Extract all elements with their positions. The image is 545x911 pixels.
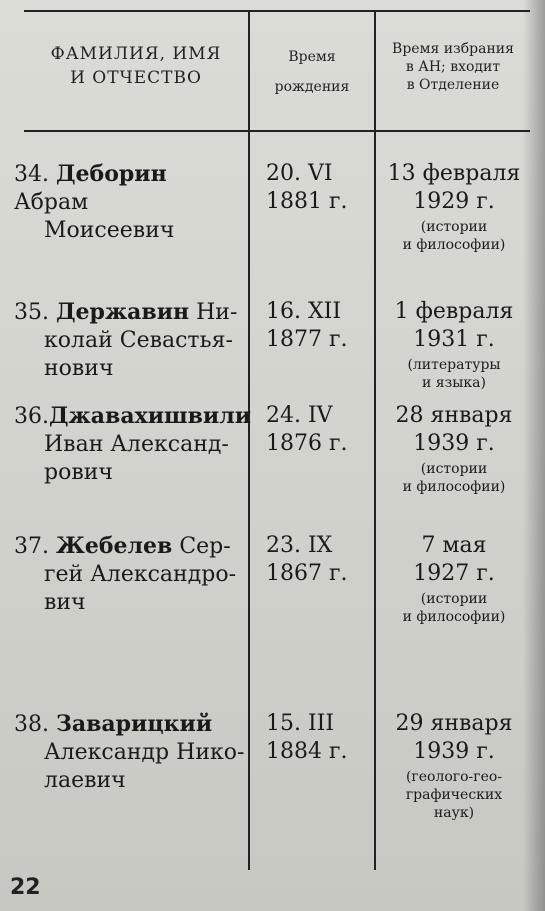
entry-election-cell [378,160,530,254]
entry-name-rest: Абрам [14,190,89,215]
entry-department-line: (истории [420,591,488,607]
entry-department-line: наук) [433,805,475,821]
entry-election-year: 1929 г. [413,189,495,214]
entry-name-line: рович [44,460,113,485]
entry-election-year: 1939 г. [413,431,495,456]
header-name-column [24,42,248,90]
entry-department-line: (истории [420,219,488,235]
entry-department-line: и философии) [402,479,506,495]
entry-surname: Жебелев [56,533,173,559]
entry-election-cell [378,532,530,626]
entry-birth-date: 20. VI [266,161,333,186]
entry-name-line: Иван Александ- [44,432,229,457]
entry-birth-cell [266,532,370,588]
entry-name-line: гей Александро- [44,562,237,587]
column-divider-2 [374,10,376,870]
entry-name-cell [14,298,246,383]
entry-department [378,460,530,496]
entry-surname: Джавахишвили [49,403,252,429]
entry-name-line: Моисеевич [44,218,175,243]
entry-name-line: нович [44,356,114,381]
header-election-line: Время избрания [392,41,514,57]
entry-number: 35. [14,300,49,325]
entry-department-line: (геолого-гео- [405,769,503,785]
entry-election-year: 1927 г. [413,561,495,586]
entry-election-date: 13 февраля [387,161,521,186]
entry-birth-date: 23. IX [266,533,333,558]
entry-election-cell [378,402,530,496]
entry-name-cell [14,402,252,487]
entry-election-year: 1939 г. [413,739,495,764]
entry-surname: Державин [56,299,190,325]
column-divider-1 [248,10,250,870]
header-election-line: в АН; входит [405,59,501,75]
entry-number: 36. [14,404,49,429]
entry-election-year: 1931 г. [413,327,495,352]
table-top-rule [24,10,530,12]
entry-birth-year: 1867 г. [266,561,348,586]
entry-department-line: и языка) [422,375,486,391]
entry-department [378,768,530,822]
entry-department-line: (литературы [407,357,501,373]
header-birth-line: Время [288,49,336,65]
entry-election-date: 29 января [395,711,513,736]
entry-birth-date: 15. III [266,711,335,736]
entry-birth-cell [266,298,370,354]
entry-birth-year: 1881 г. [266,189,348,214]
header-birth-column [250,42,374,102]
entry-department-line: и философии) [402,609,506,625]
entry-name-rest: Сер- [179,534,231,559]
entry-election-date: 1 февраля [394,299,514,324]
entry-department [378,218,530,254]
entry-name-cell [14,160,246,245]
page-number: 22 [10,875,41,900]
entry-department-line: (истории [420,461,488,477]
entry-election-cell [378,298,530,392]
entry-birth-cell [266,402,370,458]
table-header-rule [24,130,530,132]
entry-department-line: графических [405,787,503,803]
entry-department-line: и философии) [402,237,506,253]
entry-election-cell [378,710,530,822]
entry-surname: Деборин [56,161,167,187]
entry-birth-year: 1876 г. [266,431,348,456]
entry-department [378,356,530,392]
entry-surname: Заварицкий [56,711,213,737]
entry-number: 34. [14,162,49,187]
header-birth-line: рождения [274,79,350,95]
entry-birth-cell [266,710,370,766]
entry-name-cell [14,532,246,617]
entry-name-line: Александр Нико- [44,740,245,765]
entry-name-line: колай Севастья- [44,328,233,353]
entry-name-line: вич [44,590,86,615]
entry-birth-year: 1877 г. [266,327,348,352]
entry-department [378,590,530,626]
entry-election-date: 7 мая [421,533,487,558]
entry-birth-date: 24. IV [266,403,333,428]
entry-name-line: лаевич [44,768,126,793]
entry-election-date: 28 января [395,403,513,428]
header-election-line: в Отделение [406,77,500,93]
entry-birth-date: 16. XII [266,299,342,324]
entry-name-cell [14,710,246,795]
entry-number: 37. [14,534,49,559]
entry-birth-cell [266,160,370,216]
header-name-line: ФАМИЛИЯ, ИМЯ [50,44,222,64]
entry-number: 38. [14,712,49,737]
entry-name-rest: Ни- [196,300,238,325]
header-name-line: И ОТЧЕСТВО [70,68,202,88]
header-election-column [376,40,530,94]
entry-birth-year: 1884 г. [266,739,348,764]
